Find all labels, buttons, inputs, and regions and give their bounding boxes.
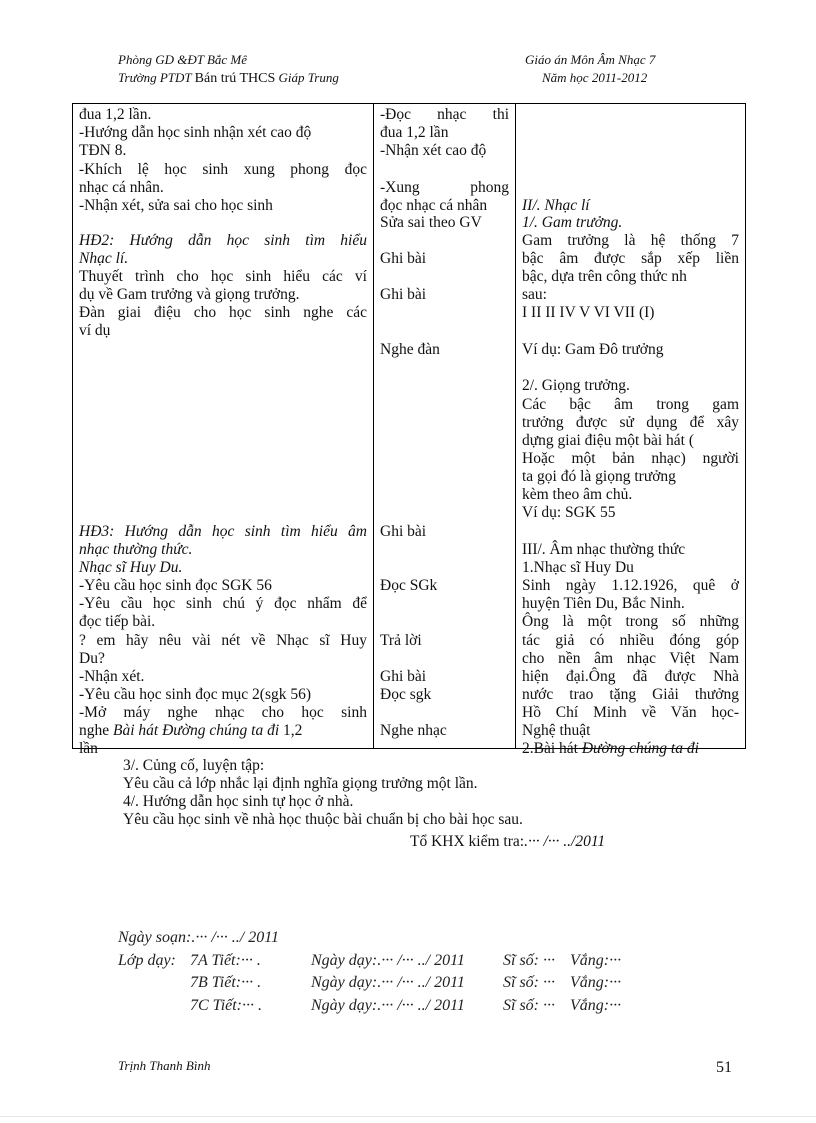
col1-line: Đàn giai điệu cho học sinh nghe các xyxy=(79,304,367,321)
col2-line: đua 1,2 lần xyxy=(380,124,449,141)
col3-line: cho nền âm nhạc Việt Nam xyxy=(522,650,739,667)
col2-line: Nghe nhạc xyxy=(380,722,447,739)
col2-line: Ghi bài xyxy=(380,286,427,303)
page-number: 51 xyxy=(716,1059,732,1076)
homework-title: 4/. Hướng dẫn học sinh tự học ở nhà. xyxy=(123,793,354,810)
col2-line: đọc nhạc cá nhân xyxy=(380,197,488,214)
col1-line: -Nhận xét, sửa sai cho học sinh xyxy=(79,197,273,214)
col1-line: TĐN 8. xyxy=(79,142,127,159)
col3-line: Ví dụ: Gam Đô trưởng xyxy=(522,341,664,358)
col1-line: -Mở máy nghe nhạc cho học sinh xyxy=(79,704,367,721)
col3-line: kèm theo âm chủ. xyxy=(522,486,633,503)
homework-text: Yêu cầu học sinh về nhà học thuộc bài chuẩn bị cho bài học sau. xyxy=(123,811,523,828)
col1-line: đọc tiếp bài. xyxy=(79,613,156,630)
col2-line: Đọc sgk xyxy=(380,686,432,703)
col1-text: 1,2 xyxy=(279,722,303,739)
header-school-prefix: Trường PTDT xyxy=(118,70,195,85)
col2-line: -Nhận xét cao độ xyxy=(380,142,487,159)
section-3-heading: III/. Âm nhạc thường thức xyxy=(522,541,686,558)
col3-line: sau: xyxy=(522,286,547,303)
col3-line: hiện đại.Ông đã được Nhà xyxy=(522,668,739,685)
col1-line: ví dụ xyxy=(79,322,111,339)
col3-line: Gam trưởng là hệ thống 7 xyxy=(522,232,739,249)
activity-3-heading: nhạc thường thức. xyxy=(79,541,193,558)
content-column xyxy=(516,104,746,757)
class-row-vang: Vắng:··· xyxy=(570,997,622,1014)
col3-line: Các bậc âm trong gam xyxy=(522,396,739,413)
check-line xyxy=(410,833,605,851)
section-2-heading: II/. Nhạc lí xyxy=(522,197,590,214)
col1-line: lần xyxy=(79,740,98,757)
consolidate-text: Yêu cầu cả lớp nhắc lại định nghĩa giọng trưởng một lần. xyxy=(123,775,478,792)
col3-line: Hoặc một bản nhạc) người xyxy=(522,450,739,467)
col3-line: bậc âm được sắp xếp liền xyxy=(522,250,739,267)
class-row-lop: 7A Tiết:··· . xyxy=(190,952,261,969)
activity-2-heading: HĐ2: Hướng dẫn học sinh tìm hiểu xyxy=(79,232,367,249)
col2-line: Trả lời xyxy=(380,632,422,649)
col1-line xyxy=(79,722,367,740)
class-row-vang: Vắng:··· xyxy=(570,952,622,969)
col3-line: huyện Tiên Du, Bắc Ninh. xyxy=(522,595,685,612)
col2-line: -Đọc nhạc thi xyxy=(380,106,509,123)
col3-line: trưởng được sử dụng để xây xyxy=(522,414,739,431)
header-school-year: Năm học 2011-2012 xyxy=(542,70,648,85)
col1-line: -Yêu cầu học sinh đọc SGK 56 xyxy=(79,577,272,594)
col2-line: Ghi bài xyxy=(380,523,427,540)
col3-line: Hồ Chí Minh về Văn học- xyxy=(522,704,739,721)
activity-3-heading: HĐ3: Hướng dẫn học sinh tìm hiểu âm xyxy=(79,523,367,540)
col1-line: -Nhận xét. xyxy=(79,668,145,685)
class-row-date: Ngày dạy:.··· /··· ../ 2011 xyxy=(311,997,465,1014)
subsection-heading: 2/. Giọng trưởng. xyxy=(522,377,630,394)
col1-line: nhạc cá nhân. xyxy=(79,179,164,196)
col1-line: Du? xyxy=(79,650,105,667)
col1-text: nghe xyxy=(79,722,114,739)
col3-line xyxy=(522,740,739,758)
col1-line: Thuyết trình cho học sinh hiểu các ví xyxy=(79,268,367,285)
check-label: Tổ KHX kiểm tra: xyxy=(410,833,525,850)
col2-line: Sửa sai theo GV xyxy=(380,214,482,231)
header-school-name xyxy=(118,70,339,87)
col3-line: ta gọi đó là giọng trưởng xyxy=(522,468,676,485)
class-row-siso: Sĩ số: ··· xyxy=(503,952,555,969)
prep-date: Ngày soạn:.··· /··· ../ 2011 xyxy=(118,929,280,946)
class-row-siso: Sĩ số: ··· xyxy=(503,974,555,991)
col3-line: dựng giai điệu một bài hát ( xyxy=(522,432,694,449)
col1-line: -Hướng dẫn học sinh nhận xét cao độ xyxy=(79,124,312,141)
class-row-siso: Sĩ số: ··· xyxy=(503,997,555,1014)
header-school-office: Phòng GD &ĐT Bắc Mê xyxy=(118,52,248,67)
class-row-vang: Vắng:··· xyxy=(570,974,622,991)
col2-line: -Xung phong xyxy=(380,179,509,196)
col3-line: Ông là một trong số những xyxy=(522,613,739,630)
class-row-lop: 7C Tiết:··· . xyxy=(190,997,263,1014)
col2-line: Đọc SGk xyxy=(380,577,438,594)
col3-line: tác giả có nhiều đóng góp xyxy=(522,632,739,649)
col1-line: ? em hãy nêu vài nét về Nhạc sĩ Huy xyxy=(79,632,367,649)
check-date: .··· /··· ../2011 xyxy=(524,833,606,850)
header-school-place: Giáp Trung xyxy=(275,70,339,85)
subsection-heading: 1/. Gam trưởng. xyxy=(522,214,623,231)
col1-line: đua 1,2 lần. xyxy=(79,106,152,123)
activity-3-subheading: Nhạc sĩ Huy Du. xyxy=(79,559,183,576)
teacher-signature: Trịnh Thanh Bình xyxy=(118,1058,211,1073)
page-bottom-divider xyxy=(0,1116,816,1117)
teacher-activity-column xyxy=(73,104,374,757)
col1-line: -Yêu cầu học sinh chú ý đọc nhẩm để xyxy=(79,595,367,612)
class-label: Lớp dạy: xyxy=(118,952,176,969)
col3-line: bậc, dựa trên công thức nh xyxy=(522,268,687,285)
col3-line: Sinh ngày 1.12.1926, quê ở xyxy=(522,577,739,594)
col1-line: -Yêu cầu học sinh đọc mục 2(sgk 56) xyxy=(79,686,312,703)
lesson-plan-table xyxy=(72,103,746,757)
col3-text: 2.Bài hát xyxy=(522,740,582,757)
col3-line: nước trao tặng Giải thưởng xyxy=(522,686,739,703)
class-row-date: Ngày dạy:.··· /··· ../ 2011 xyxy=(311,952,465,969)
col3-line: Ví dụ: SGK 55 xyxy=(522,504,616,521)
col1-line: dụ về Gam trưởng và giọng trưởng. xyxy=(79,286,300,303)
col2-line: Ghi bài xyxy=(380,668,427,685)
col1-line: -Khích lệ học sinh xung phong đọc xyxy=(79,161,367,178)
col2-line: Ghi bài xyxy=(380,250,427,267)
consolidate-title: 3/. Củng cố, luyện tập: xyxy=(123,757,265,774)
scale-formula: I II II IV V VI VII (I) xyxy=(522,304,655,321)
song-title: Đường chúng ta đi xyxy=(581,740,699,757)
header-school-type: Bán trú THCS xyxy=(194,71,276,86)
col2-line: Nghe đàn xyxy=(380,341,440,358)
class-row-lop: 7B Tiết:··· . xyxy=(190,974,262,991)
student-activity-column xyxy=(374,104,516,749)
class-row-date: Ngày dạy:.··· /··· ../ 2011 xyxy=(311,974,465,991)
col3-line: Nghệ thuật xyxy=(522,722,591,739)
header-subject: Giáo án Môn Âm Nhạc 7 xyxy=(525,52,656,67)
song-title: Bài hát Đường chúng ta đi xyxy=(113,722,280,739)
activity-2-heading: Nhạc lí. xyxy=(79,250,129,267)
subsection-heading: 1.Nhạc sĩ Huy Du xyxy=(522,559,634,576)
